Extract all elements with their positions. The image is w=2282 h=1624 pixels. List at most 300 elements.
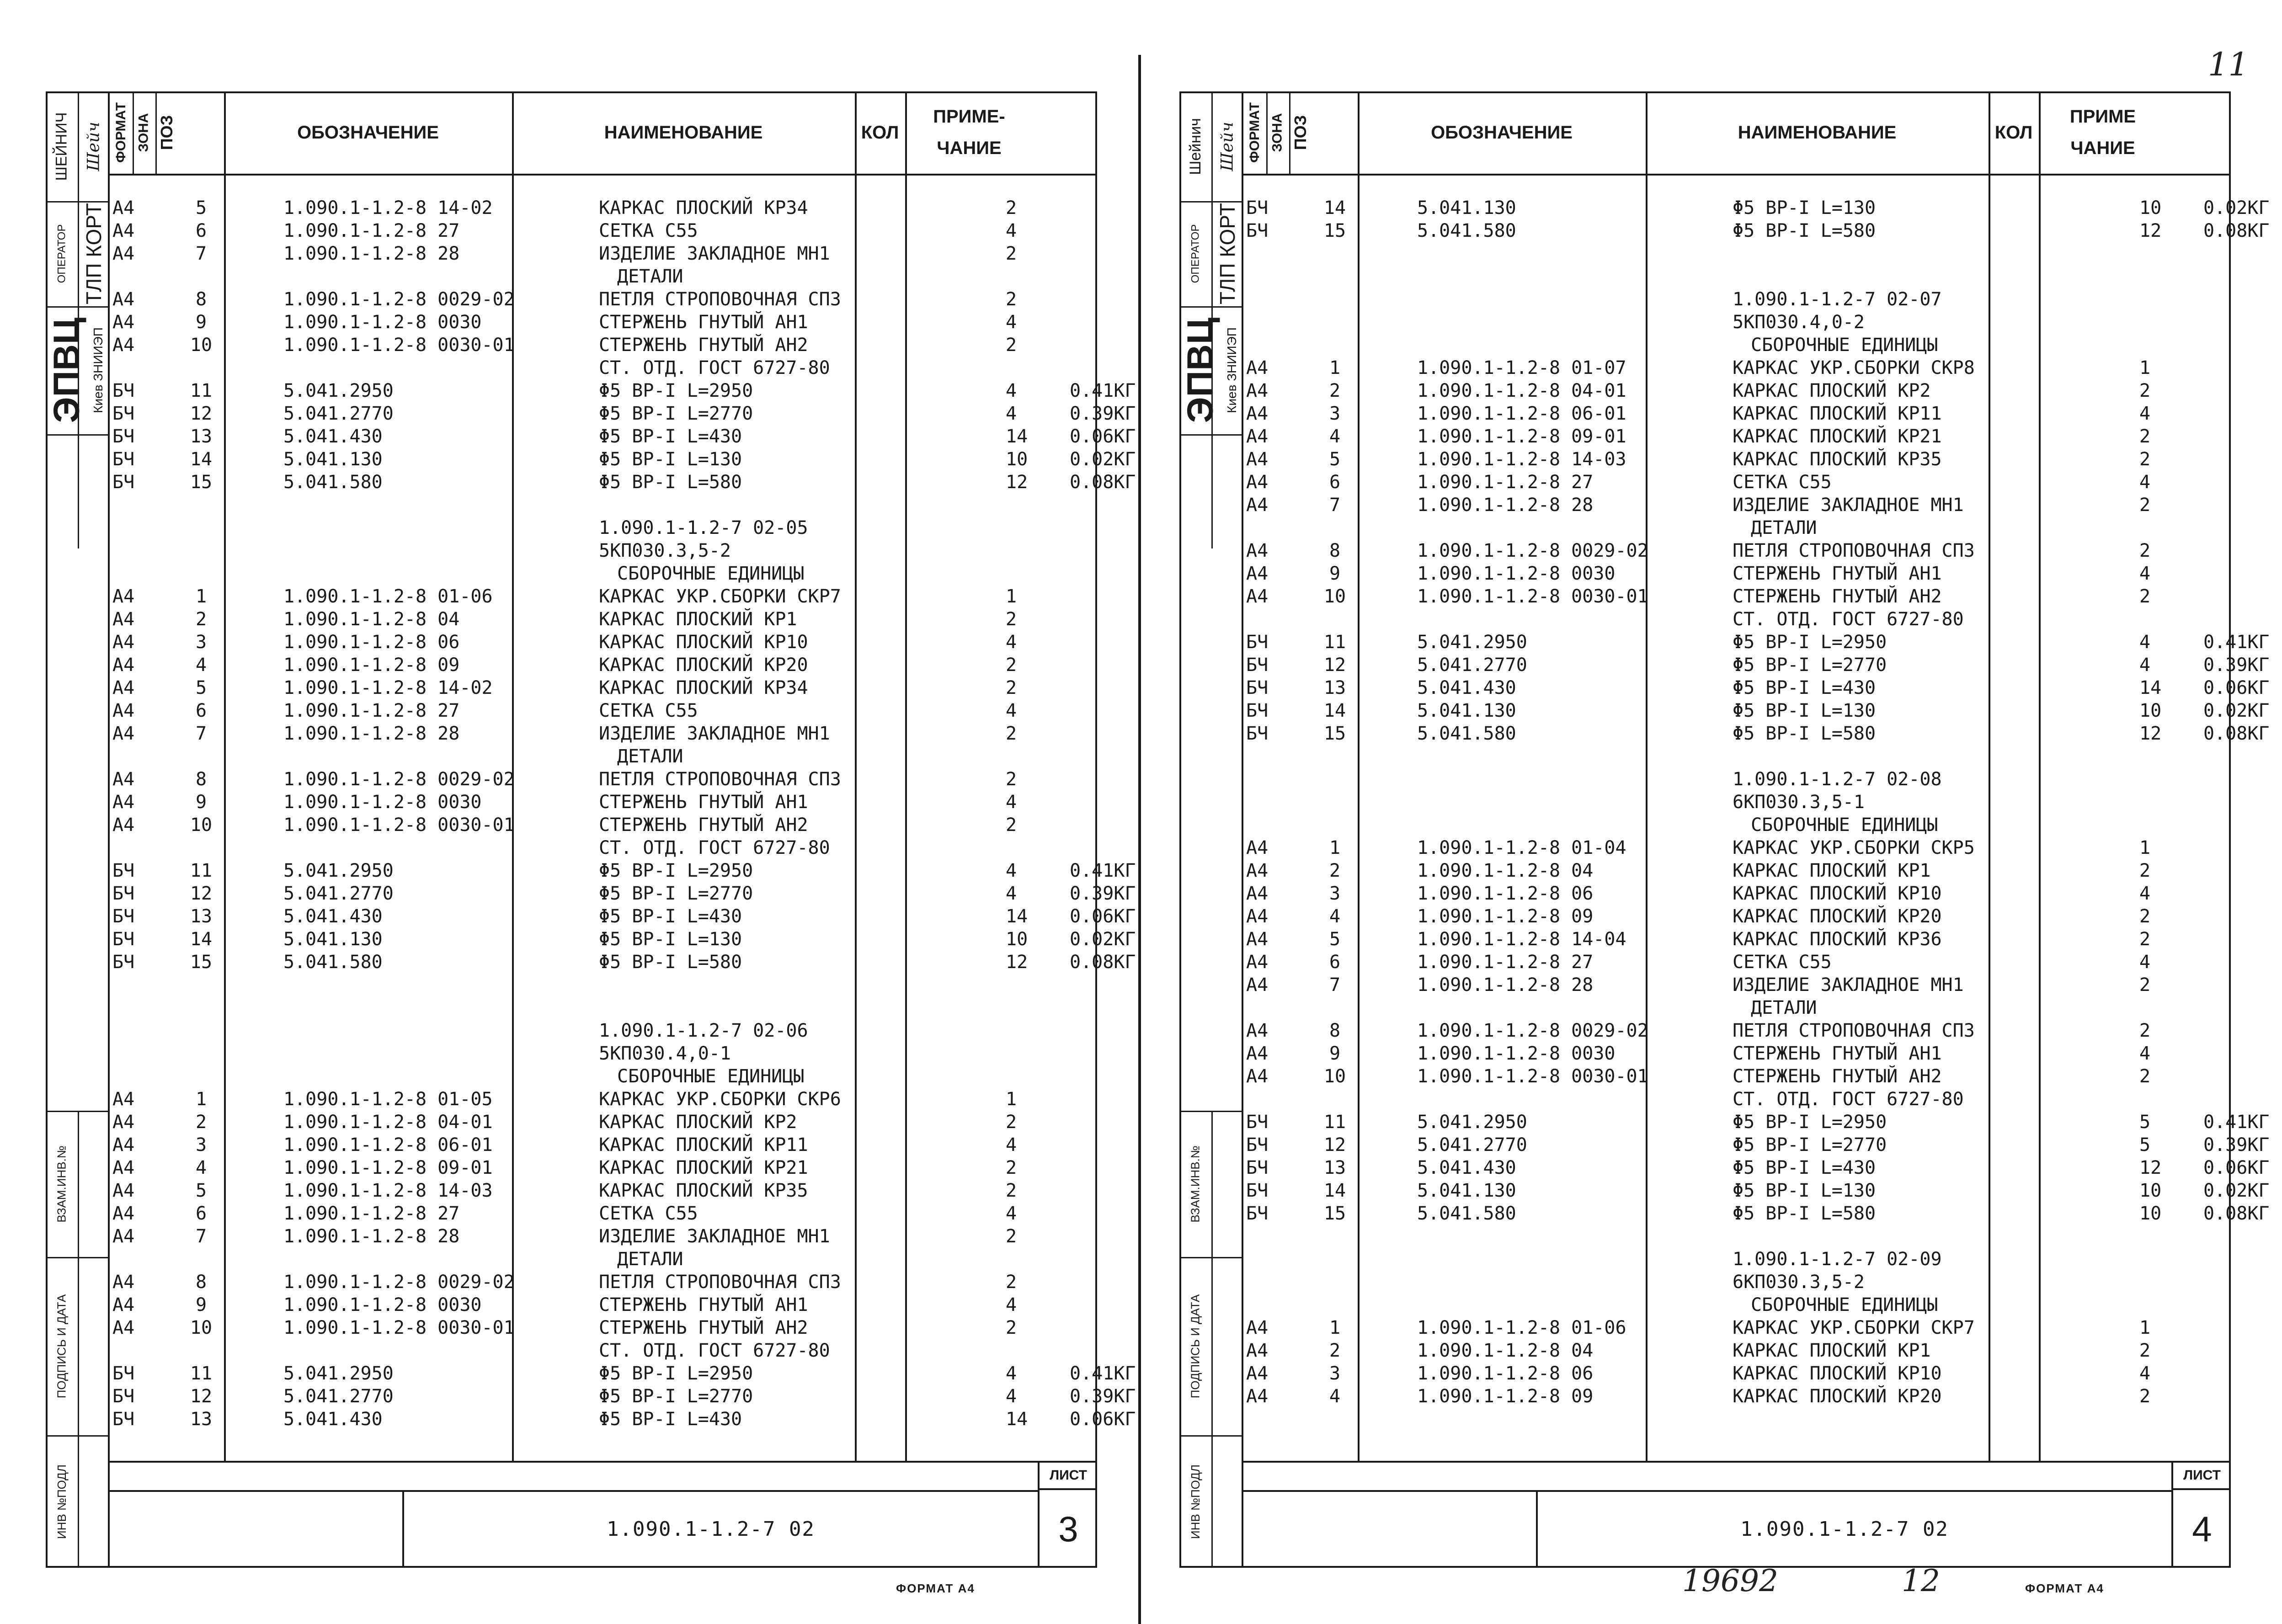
row-format: А4 [112, 1180, 135, 1201]
row-oboznachenie: 5.041.2770 [283, 883, 394, 904]
table-row [1243, 882, 2231, 905]
row-prim: 0.02КГ [2203, 700, 2270, 721]
row-poz: 15 [190, 472, 213, 493]
row-format: А4 [1246, 563, 1269, 584]
table-row [110, 608, 1097, 631]
row-prim: 0.08КГ [2203, 723, 2270, 744]
row-format: А4 [1246, 495, 1269, 516]
row-naimenovanie: КАРКАС ПЛОСКИЙ КР34 [599, 677, 808, 698]
row-poz: 12 [1323, 655, 1346, 676]
row-naimenovanie: Φ5 ВР-I L=2770 [1733, 655, 1887, 676]
row-naimenovanie: СТЕРЖЕНЬ ГНУТЫЙ АН1 [1733, 563, 1942, 584]
row-oboznachenie: 5.041.430 [283, 426, 383, 447]
row-prim: 0.39КГ [1070, 403, 1136, 424]
table-row [1243, 1248, 2231, 1271]
table-row [110, 1134, 1097, 1156]
row-kol: 4 [1006, 792, 1017, 813]
table-row [1243, 288, 2231, 311]
row-prim: 0.06КГ [1070, 906, 1136, 927]
row-kol: 2 [1006, 197, 1017, 218]
row-naimenovanie: СБОРОЧНЫЕ ЕДИНИЦЫ [1751, 1294, 1938, 1315]
row-poz: 8 [195, 769, 207, 790]
row-kol: 12 [2139, 1157, 2162, 1178]
row-format: БЧ [112, 1363, 135, 1384]
row-naimenovanie: СТЕРЖЕНЬ ГНУТЫЙ АН1 [599, 312, 808, 333]
row-format: А4 [1246, 837, 1269, 858]
row-naimenovanie: ДЕТАЛИ [1751, 517, 1817, 538]
row-kol: 2 [1006, 609, 1017, 630]
row-naimenovanie: Φ5 ВР-I L=580 [599, 952, 742, 973]
row-kol: 2 [1006, 1180, 1017, 1201]
row-naimenovanie: ДЕТАЛИ [617, 266, 683, 287]
row-format: БЧ [112, 380, 135, 401]
row-oboznachenie: 5.041.2950 [1417, 632, 1527, 653]
row-oboznachenie: 1.090.1-1.2-8 0030-01 [283, 1317, 515, 1338]
stamp-signature: Шейч [84, 122, 103, 171]
row-format: БЧ [112, 426, 135, 447]
row-oboznachenie: 1.090.1-1.2-8 28 [1417, 974, 1594, 996]
table-row [110, 1294, 1097, 1316]
row-poz: 10 [1323, 1066, 1346, 1087]
row-poz: 3 [1329, 883, 1341, 904]
row-kol: 10 [1006, 929, 1028, 950]
row-oboznachenie: 1.090.1-1.2-8 04 [1417, 860, 1594, 881]
row-naimenovanie: СТЕРЖЕНЬ ГНУТЫЙ АН2 [599, 335, 808, 356]
row-naimenovanie: СТЕРЖЕНЬ ГНУТЫЙ АН1 [599, 1294, 808, 1315]
row-naimenovanie: 1.090.1-1.2-7 02-07 [1733, 289, 1942, 310]
row-prim: 0.41КГ [1070, 860, 1136, 881]
row-kol: 2 [1006, 677, 1017, 698]
row-kol: 14 [1006, 1409, 1028, 1430]
stamp-operator-label: ОПЕРАТОР [1189, 224, 1201, 283]
row-oboznachenie: 1.090.1-1.2-8 27 [283, 220, 460, 241]
row-oboznachenie: 1.090.1-1.2-8 06 [283, 632, 460, 653]
row-format: А4 [1246, 1317, 1269, 1338]
row-oboznachenie: 1.090.1-1.2-8 28 [283, 723, 460, 744]
row-naimenovanie: СТ. ОТД. ГОСТ 6727-80 [599, 837, 830, 858]
row-poz: 8 [195, 1272, 207, 1293]
row-format: А4 [112, 632, 135, 653]
table-row [1243, 494, 2231, 516]
table-row [1243, 585, 2231, 608]
row-kol: 4 [2139, 1043, 2151, 1064]
table-row [1243, 745, 2231, 768]
table-row [110, 494, 1097, 516]
row-prim: 0.02КГ [1070, 929, 1136, 950]
table-row [110, 859, 1136, 882]
table-row [110, 1019, 1097, 1042]
table-row [110, 219, 1097, 242]
header-format: ФОРМАТ [113, 102, 129, 163]
row-oboznachenie: 1.090.1-1.2-8 28 [1417, 495, 1594, 516]
row-format: А4 [112, 609, 135, 630]
table-row [110, 996, 1097, 1019]
table-row [110, 311, 1097, 334]
row-format: А4 [112, 1089, 135, 1110]
row-prim: 0.06КГ [2203, 1157, 2270, 1178]
table-row [1243, 722, 2270, 745]
row-oboznachenie: 1.090.1-1.2-8 04-01 [1417, 380, 1626, 401]
stamp-dept: ТЛП КОРТ [1216, 203, 1239, 304]
row-oboznachenie: 1.090.1-1.2-8 0030 [1417, 563, 1616, 584]
table-row [1243, 242, 2231, 265]
row-kol: 2 [1006, 1112, 1017, 1133]
row-kol: 4 [1006, 883, 1017, 904]
row-format: А4 [1246, 1020, 1269, 1041]
row-prim: 0.39КГ [2203, 655, 2270, 676]
row-naimenovanie: СТЕРЖЕНЬ ГНУТЫЙ АН1 [599, 792, 808, 813]
row-naimenovanie: Φ5 ВР-I L=2950 [1733, 632, 1887, 653]
row-format: А4 [112, 769, 135, 790]
table-row [1243, 1339, 2231, 1362]
row-prim: 0.39КГ [1070, 1386, 1136, 1407]
row-kol: 4 [2139, 1363, 2151, 1384]
row-naimenovanie: КАРКАС ПЛОСКИЙ КР21 [599, 1157, 808, 1178]
row-naimenovanie: СТ. ОТД. ГОСТ 6727-80 [1733, 609, 1964, 630]
row-format: А4 [112, 1272, 135, 1293]
row-kol: 4 [1006, 700, 1017, 721]
row-oboznachenie: 5.041.580 [1417, 723, 1516, 744]
row-prim: 0.08КГ [1070, 472, 1136, 493]
sheet-label: ЛИСТ [1038, 1463, 1097, 1490]
table-row [1243, 699, 2270, 722]
row-oboznachenie: 1.090.1-1.2-8 28 [283, 243, 460, 264]
row-poz: 5 [1329, 929, 1341, 950]
row-kol: 4 [2139, 632, 2151, 653]
row-poz: 7 [1329, 974, 1341, 996]
row-format: А4 [112, 1317, 135, 1338]
row-naimenovanie: Φ5 ВР-I L=130 [599, 929, 742, 950]
table-row [1243, 1225, 2231, 1248]
row-oboznachenie: 1.090.1-1.2-8 04 [1417, 1340, 1594, 1361]
table-row [110, 402, 1136, 425]
row-prim: 0.08КГ [2203, 220, 2270, 241]
row-oboznachenie: 1.090.1-1.2-8 01-06 [1417, 1317, 1626, 1338]
row-oboznachenie: 1.090.1-1.2-8 06-01 [1417, 403, 1626, 424]
table-row [1243, 608, 2231, 631]
row-naimenovanie: СБОРОЧНЫЕ ЕДИНИЦЫ [617, 563, 805, 584]
row-poz: 7 [1329, 495, 1341, 516]
row-format: А4 [112, 1112, 135, 1133]
row-poz: 14 [1323, 700, 1346, 721]
table-row [110, 516, 1097, 539]
row-kol: 4 [1006, 1386, 1017, 1407]
row-prim: 0.02КГ [2203, 197, 2270, 218]
row-naimenovanie: Φ5 ВР-I L=130 [1733, 1180, 1876, 1201]
row-naimenovanie: Φ5 ВР-I L=430 [1733, 1157, 1876, 1178]
table-row [1243, 539, 2231, 562]
stamp-podpis: ПОДПИСЬ И ДАТА [54, 1294, 69, 1398]
row-oboznachenie: 1.090.1-1.2-8 04 [283, 609, 460, 630]
row-format: А4 [1246, 380, 1269, 401]
row-naimenovanie: 6КП030.3,5-1 [1733, 792, 1865, 813]
row-naimenovanie: Φ5 ВР-I L=2770 [599, 403, 753, 424]
row-prim: 0.06КГ [1070, 426, 1136, 447]
document-code: 1.090.1-1.2-7 02 [607, 1517, 815, 1541]
row-kol: 2 [2139, 860, 2151, 881]
row-naimenovanie: 5КП030.3,5-2 [599, 540, 731, 561]
row-format: БЧ [1246, 1157, 1269, 1178]
table-row [1243, 814, 2231, 836]
row-kol: 1 [2139, 1317, 2151, 1338]
row-poz: 4 [195, 1157, 207, 1178]
row-kol: 4 [2139, 952, 2151, 973]
table-row [110, 631, 1097, 654]
row-naimenovanie: СТЕРЖЕНЬ ГНУТЫЙ АН1 [1733, 1043, 1942, 1064]
row-naimenovanie: Φ5 ВР-I L=2770 [1733, 1134, 1887, 1155]
row-naimenovanie: 6КП030.3,5-2 [1733, 1272, 1865, 1293]
row-naimenovanie: СЕТКА С55 [1733, 952, 1832, 973]
stamp-org: ЭПВЦ [46, 317, 86, 423]
table-row [110, 334, 1097, 357]
table-row [1243, 334, 2231, 357]
row-format: А4 [1246, 883, 1269, 904]
row-oboznachenie: 1.090.1-1.2-8 0029-02 [283, 1272, 515, 1293]
row-naimenovanie: КАРКАС ПЛОСКИЙ КР10 [1733, 1363, 1942, 1384]
row-poz: 12 [1323, 1134, 1346, 1155]
row-kol: 4 [2139, 563, 2151, 584]
row-format: БЧ [1246, 655, 1269, 676]
row-poz: 3 [195, 632, 207, 653]
table-row [110, 928, 1136, 951]
sheet-label: ЛИСТ [2171, 1463, 2231, 1490]
stamp-dept: ТЛП КОРТ [82, 203, 106, 304]
row-format: А4 [112, 220, 135, 241]
row-poz: 9 [1329, 563, 1341, 584]
row-kol: 4 [1006, 1363, 1017, 1384]
side-stamp [46, 91, 110, 1568]
row-oboznachenie: 5.041.130 [283, 929, 383, 950]
row-kol: 2 [2139, 426, 2151, 447]
row-format: А4 [112, 677, 135, 698]
row-poz: 2 [1329, 860, 1341, 881]
row-poz: 2 [1329, 1340, 1341, 1361]
row-oboznachenie: 1.090.1-1.2-8 09 [1417, 906, 1594, 927]
row-kol: 2 [1006, 769, 1017, 790]
row-poz: 6 [1329, 952, 1341, 973]
table-row [110, 1385, 1136, 1408]
row-format: БЧ [1246, 700, 1269, 721]
row-oboznachenie: 1.090.1-1.2-8 0029-02 [1417, 540, 1648, 561]
row-format: БЧ [112, 952, 135, 973]
row-poz: 2 [195, 1112, 207, 1133]
row-naimenovanie: КАРКАС ПЛОСКИЙ КР11 [1733, 403, 1942, 424]
table-row [1243, 1065, 2231, 1088]
row-format: А4 [1246, 1043, 1269, 1064]
row-kol: 2 [2139, 586, 2151, 607]
row-kol: 2 [1006, 1272, 1017, 1293]
row-poz: 15 [1323, 1203, 1346, 1224]
row-format: А4 [1246, 1340, 1269, 1361]
row-kol: 2 [2139, 974, 2151, 996]
table-row [1243, 265, 2231, 288]
row-oboznachenie: 1.090.1-1.2-8 01-05 [283, 1089, 493, 1110]
table-row [1243, 1385, 2231, 1408]
stamp-podpis: ПОДПИСЬ И ДАТА [1188, 1294, 1202, 1398]
row-poz: 2 [1329, 380, 1341, 401]
sheet-3 [46, 91, 1136, 1568]
row-naimenovanie: КАРКАС ПЛОСКИЙ КР11 [599, 1134, 808, 1155]
row-naimenovanie: СЕТКА С55 [599, 1203, 698, 1224]
table-row [110, 379, 1136, 402]
stamp-signature: Шейч [1218, 122, 1237, 171]
stamp-operator-name: Шейнич [1186, 117, 1204, 175]
row-oboznachenie: 5.041.430 [1417, 1157, 1516, 1178]
row-poz: 1 [1329, 357, 1341, 378]
stamp-inv: ИНВ №ПОДЛ [54, 1464, 69, 1539]
row-kol: 2 [1006, 1317, 1017, 1338]
row-format: А4 [1246, 1363, 1269, 1384]
row-naimenovanie: КАРКАС ПЛОСКИЙ КР2 [599, 1112, 797, 1133]
row-kol: 12 [1006, 952, 1028, 973]
row-poz: 8 [195, 289, 207, 310]
row-kol: 2 [2139, 449, 2151, 470]
table-row [110, 1156, 1097, 1179]
row-poz: 4 [1329, 1386, 1341, 1407]
row-naimenovanie: ДЕТАЛИ [617, 746, 683, 767]
table-row [1243, 951, 2231, 974]
row-oboznachenie: 1.090.1-1.2-8 27 [283, 700, 460, 721]
table-row [1243, 1111, 2270, 1134]
row-naimenovanie: Φ5 ВР-I L=130 [599, 449, 742, 470]
table-row [110, 1111, 1097, 1134]
row-format: БЧ [112, 472, 135, 493]
row-kol: 4 [1006, 403, 1017, 424]
row-naimenovanie: Φ5 ВР-I L=430 [599, 906, 742, 927]
row-naimenovanie: ИЗДЕЛИЕ ЗАКЛАДНОЕ МН1 [1733, 974, 1964, 996]
row-format: А4 [1246, 403, 1269, 424]
row-oboznachenie: 5.041.130 [1417, 197, 1516, 218]
row-naimenovanie: ПЕТЛЯ СТРОПОВОЧНАЯ СП3 [599, 769, 841, 790]
row-format: БЧ [112, 883, 135, 904]
row-poz: 10 [190, 335, 213, 356]
row-kol: 1 [1006, 1089, 1017, 1110]
row-poz: 5 [195, 1180, 207, 1201]
stamp-vzam: ВЗАМ.ИНВ.№ [1188, 1145, 1202, 1223]
row-format: А4 [112, 1134, 135, 1155]
row-naimenovanie: КАРКАС ПЛОСКИЙ КР1 [1733, 860, 1931, 881]
row-oboznachenie: 1.090.1-1.2-8 0030-01 [1417, 1066, 1648, 1087]
row-format: БЧ [1246, 197, 1269, 218]
row-prim: 0.06КГ [1070, 1409, 1136, 1430]
table-header [110, 91, 1097, 176]
row-kol: 4 [2139, 883, 2151, 904]
row-poz: 10 [190, 1317, 213, 1338]
row-oboznachenie: 1.090.1-1.2-8 14-02 [283, 677, 493, 698]
header-zona: ЗОНА [136, 113, 152, 152]
row-naimenovanie: ПЕТЛЯ СТРОПОВОЧНАЯ СП3 [599, 289, 841, 310]
spec-table-body [1243, 197, 2270, 1408]
row-format: А4 [1246, 1386, 1269, 1407]
row-oboznachenie: 1.090.1-1.2-8 28 [283, 1226, 460, 1247]
row-naimenovanie: СТЕРЖЕНЬ ГНУТЫЙ АН2 [1733, 586, 1942, 607]
header-naimenovanie: НАИМЕНОВАНИЕ [1738, 122, 1897, 143]
table-row [1243, 562, 2231, 585]
row-oboznachenie: 1.090.1-1.2-8 09-01 [283, 1157, 493, 1178]
row-naimenovanie: СБОРОЧНЫЕ ЕДИНИЦЫ [1751, 815, 1938, 836]
row-oboznachenie: 5.041.430 [283, 906, 383, 927]
row-oboznachenie: 5.041.580 [283, 472, 383, 493]
center-fold-line [1138, 55, 1141, 1624]
row-naimenovanie: ДЕТАЛИ [1751, 997, 1817, 1018]
row-oboznachenie: 1.090.1-1.2-8 09 [283, 655, 460, 676]
row-naimenovanie: Φ5 ВР-I L=2950 [599, 1363, 753, 1384]
row-poz: 11 [190, 1363, 213, 1384]
table-row [1243, 1042, 2231, 1065]
stamp-org-city: Киев ЗНИИЭП [91, 327, 105, 413]
row-kol: 1 [2139, 357, 2151, 378]
header-poz: ПОЗ [1291, 115, 1310, 150]
row-oboznachenie: 1.090.1-1.2-8 0029-02 [283, 289, 515, 310]
row-naimenovanie: Φ5 ВР-I L=430 [599, 1409, 742, 1430]
row-naimenovanie: Φ5 ВР-I L=580 [1733, 723, 1876, 744]
table-row [110, 1202, 1097, 1225]
row-naimenovanie: 5КП030.4,0-1 [599, 1043, 731, 1064]
table-row [1243, 1294, 2231, 1316]
table-row [110, 1179, 1097, 1202]
row-kol: 4 [2139, 655, 2151, 676]
table-row [110, 265, 1097, 288]
row-format: БЧ [112, 906, 135, 927]
row-poz: 11 [1323, 1112, 1346, 1133]
table-row [110, 676, 1097, 699]
row-poz: 2 [195, 609, 207, 630]
row-poz: 4 [195, 655, 207, 676]
row-prim: 0.02КГ [2203, 1180, 2270, 1201]
row-naimenovanie: СЕТКА С55 [599, 700, 698, 721]
row-naimenovanie: Φ5 ВР-I L=430 [1733, 677, 1876, 698]
stamp-org-city: Киев ЗНИИЭП [1225, 327, 1239, 413]
sheet-4 [1179, 91, 2270, 1568]
row-kol: 2 [1006, 723, 1017, 744]
table-row [1243, 1362, 2231, 1385]
row-kol: 10 [2139, 197, 2162, 218]
row-format: БЧ [1246, 1180, 1269, 1201]
row-naimenovanie: Φ5 ВР-I L=2770 [599, 883, 753, 904]
row-oboznachenie: 1.090.1-1.2-8 0030 [283, 1294, 482, 1315]
row-oboznachenie: 5.041.2770 [1417, 1134, 1527, 1155]
row-prim: 0.08КГ [2203, 1203, 2270, 1224]
row-naimenovanie: КАРКАС ПЛОСКИЙ КР21 [1733, 426, 1942, 447]
row-format: А4 [112, 792, 135, 813]
row-oboznachenie: 1.090.1-1.2-8 27 [283, 1203, 460, 1224]
row-kol: 10 [2139, 1203, 2162, 1224]
row-poz: 3 [195, 1134, 207, 1155]
header-kol: КОЛ [1994, 122, 2033, 143]
row-prim: 0.08КГ [1070, 952, 1136, 973]
row-poz: 3 [1329, 403, 1341, 424]
row-poz: 15 [190, 952, 213, 973]
table-row [1243, 197, 2270, 219]
row-oboznachenie: 5.041.430 [283, 1409, 383, 1430]
handwritten-archive-number: 19692 [1682, 1563, 1778, 1598]
row-oboznachenie: 5.041.580 [283, 952, 383, 973]
row-kol: 4 [1006, 1134, 1017, 1155]
side-stamp [1179, 91, 1243, 1568]
row-naimenovanie: СБОРОЧНЫЕ ЕДИНИЦЫ [617, 1066, 805, 1087]
row-format: А4 [1246, 426, 1269, 447]
table-row [1243, 631, 2270, 654]
table-row [110, 768, 1097, 791]
row-naimenovanie: КАРКАС УКР.СБОРКИ СКР8 [1733, 357, 1975, 378]
row-oboznachenie: 1.090.1-1.2-8 0030 [1417, 1043, 1616, 1064]
table-row [110, 448, 1136, 471]
header-oboznachenie: ОБОЗНАЧЕНИЕ [1431, 122, 1573, 143]
header-format: ФОРМАТ [1247, 102, 1263, 163]
row-poz: 13 [190, 906, 213, 927]
row-poz: 5 [195, 197, 207, 218]
row-format: А4 [1246, 929, 1269, 950]
